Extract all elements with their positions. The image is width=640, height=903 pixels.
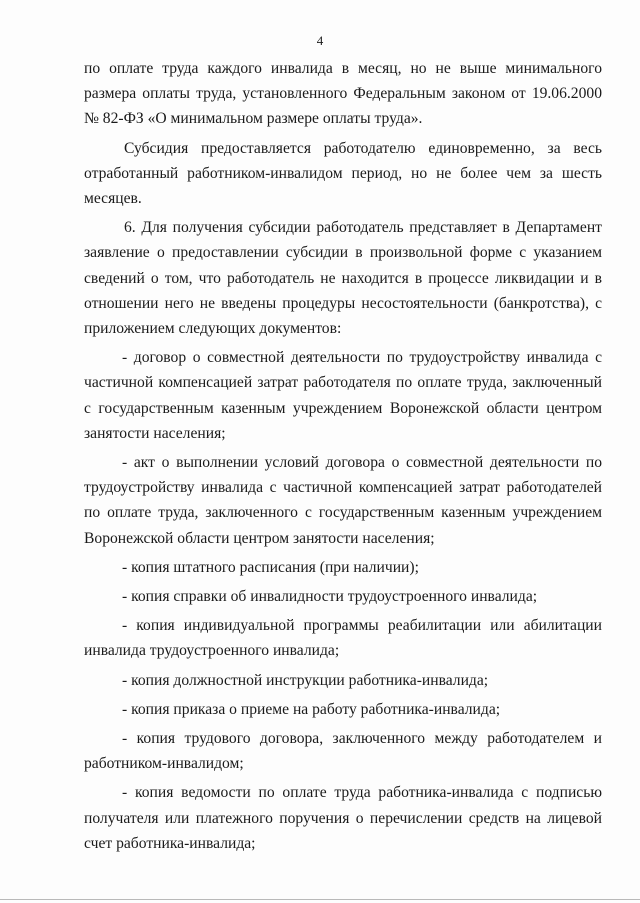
list-item: - акт о выполнении условий договора о совместной деятельности по трудоустройству инвалида с частичной компенсацией затрат работодателей по оплате труда, заключенного с государственным казенным учреждением Воронежской области центром занятости населения; xyxy=(84,454,602,547)
list-item: - копия индивидуальной программы реабилитации или абилитации инвалида трудоустроенного инвалида; xyxy=(84,617,602,660)
paragraph-wage-limit: по оплате труда каждого инвалида в месяц, но не выше минимального размера оплаты труда, установленного Федеральным законом от 19.06.2000 № 82-ФЗ «О минимальном размере оплаты труда». xyxy=(84,60,602,128)
list-item: - копия должностной инструкции работника-инвалида; xyxy=(122,671,489,689)
list-item: - копия трудового договора, заключенного между работодателем и работником-инвалидом; xyxy=(84,730,602,773)
list-item: - копия штатного расписания (при наличии); xyxy=(122,558,419,576)
list-item: - копия ведомости по оплате труда работника-инвалида с подписью получателя или платежного поручения о перечислении средств на лицевой счет работника-инвалида; xyxy=(84,784,602,852)
page-number: 4 xyxy=(316,33,324,48)
paragraph-application-requirements: 6. Для получения субсидии работодатель представляет в Департамент заявление о предоставлении субсидии в произвольной форме с указанием сведений о том, что работодатель не находится в процессе ликвидации и в отношении него не введены процедуры несостоятельности (банкротства), с приложением следующих документов: xyxy=(84,219,602,338)
list-item: - копия справки об инвалидности трудоустроенного инвалида; xyxy=(122,588,538,606)
list-item: - договор о совместной деятельности по трудоустройству инвалида с частичной компенсацией затрат работодателя по оплате труда, заключенный с государственным казенным учреждением Воронежской области центром занятости населения; xyxy=(84,349,602,442)
document-body xyxy=(84,56,602,858)
required-documents-list xyxy=(84,345,602,856)
paragraph-subsidy-period: Субсидия предоставляется работодателю единовременно, за весь отработанный работником-инвалидом период, но не более чем за шесть месяцев. xyxy=(84,139,602,208)
list-item: - копия приказа о приеме на работу работника-инвалида; xyxy=(122,700,501,718)
scan-edge-line xyxy=(0,899,640,900)
